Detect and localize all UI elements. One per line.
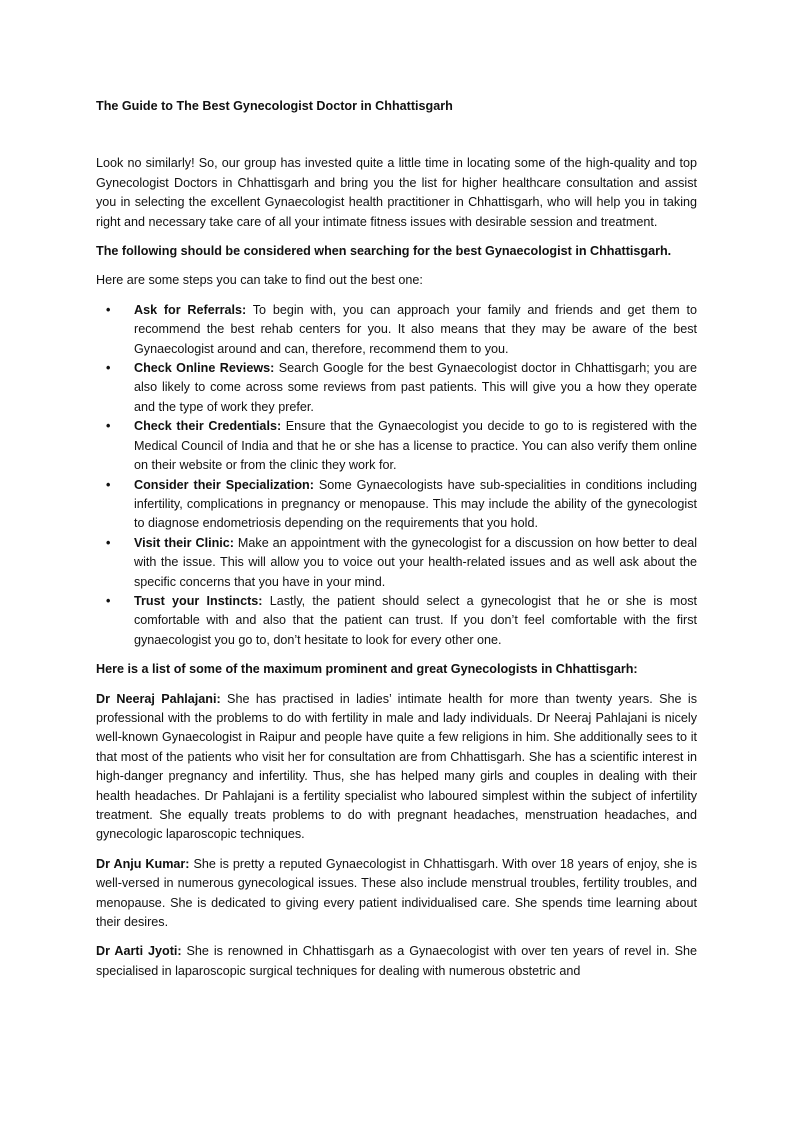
doctor-name: Dr Anju Kumar: (96, 856, 190, 871)
list-item-term: Visit their Clinic: (134, 535, 234, 550)
steps-intro: Here are some steps you can take to find out the best one: (96, 273, 423, 288)
doctor-paragraph (96, 855, 697, 933)
doctor-description: She has practised in ladies’ intimate health for more than twenty years. She is professional with the problems to do with fertility in male and lady individuals. Dr Neeraj Pahlajani is nicely well-known Gynaecologist in Raipur and people have quite a few religions in him. She additionally sees to it that most of the patients who visit her for consultation are from Chhattisgarh. She has a scientific interest in high-danger pregnancy and infertility. Thus, she has helped many girls and couples in dealing with their health headaches. Dr Pahlajani is a fertility specialist who laboured simplest within the subject of infertility treatment. She equally treats problems to do with pregnant headaches, menstruation headaches, and gynecologic laparoscopic techniques. (96, 691, 697, 842)
intro-paragraph: Look no similarly! So, our group has invested quite a little time in locating some of the high-quality and top Gynecologist Doctors in Chhattisgarh and bring you the list for higher healthcare consultation and assist you in selecting the excellent Gynaecologist health practitioner in Chhattisgarh, who will help you in taking right and necessary take care of all your intimate fitness issues with desirable session and treatment. (96, 156, 697, 229)
document-page (96, 97, 697, 981)
list-item-term: Check Online Reviews: (134, 361, 275, 376)
doctor-description: She is pretty a reputed Gynaecologist in Chhattisgarh. With over 18 years of enjoy, she is well-versed in numerous gynecological issues. These also include menstrual troubles, fertility troubles, and menopause. She is dedicated to giving every patient individualised care. She spends time learning about their desires. (96, 856, 697, 930)
list-item (106, 534, 697, 592)
list-item-term: Consider their Specialization: (134, 477, 314, 492)
bullet-icon: • (106, 302, 111, 317)
bullet-icon: • (106, 361, 111, 376)
list-item (106, 359, 697, 417)
doctor-description: She is renowned in Chhattisgarh as a Gynaecologist with over ten years of revel in. She specialised in laparoscopic surgical techniques for dealing with numerous obstetric and (96, 944, 697, 978)
list-item-text: Search Google for the best Gynaecologist doctor in Chhattisgarh; you are also likely to come across some reviews from past patients. This will give you a how they operate and the type of work they prefer. (134, 361, 697, 414)
list-item-text: Some Gynaecologists have sub-specialities in conditions including infertility, complications in pregnancy or menopause. This may include the ability of the gynecologist to diagnose endometriosis depending on the requirements that you hold. (134, 477, 698, 531)
doctor-name: Dr Neeraj Pahlajani: (96, 691, 221, 706)
list-item-text: To begin with, you can approach your family and friends and get them to recommend the best rehab centers for you. It also means that they may be aware of the best Gynaecologist around and can, therefore, recommend them to you. (134, 302, 697, 356)
doctor-name: Dr Aarti Jyoti: (96, 944, 182, 959)
list-item (106, 417, 697, 475)
list-item-term: Trust your Instincts: (134, 593, 263, 608)
bullet-icon: • (106, 535, 111, 550)
bullet-icon: • (106, 419, 111, 434)
list-item-text: Lastly, the patient should select a gynecologist that he or she is most comfortable with and also that the patient can trust. If you don’t feel comfortable with the first gynaecologist you go to, don’t hesitate to look for every other one. (134, 593, 697, 647)
list-item-term: Ask for Referrals: (134, 302, 247, 317)
list-item (106, 476, 698, 534)
doctor-paragraph (96, 942, 697, 981)
considerations-heading: The following should be considered when searching for the best Gynaecologist in Chhattisgarh. (96, 244, 672, 259)
list-item-term: Check their Credentials: (134, 419, 282, 434)
list-item-text: Make an appointment with the gynecologist for a discussion on how better to deal with the issue. This will allow you to voice out your health-related issues and as well ask about the specific concerns that you have in your mind. (134, 535, 697, 589)
list-item (106, 592, 697, 650)
bullet-icon: • (106, 593, 111, 608)
steps-list (96, 301, 697, 650)
doctors-list-heading: Here is a list of some of the maximum prominent and great Gynecologists in Chhattisgarh: (96, 662, 638, 677)
bullet-icon: • (106, 477, 111, 492)
doctor-paragraph (96, 690, 697, 845)
document-title: The Guide to The Best Gynecologist Doctor in Chhattisgarh (96, 99, 453, 113)
list-item (106, 301, 697, 359)
list-item-text: Ensure that the Gynaecologist you decide to go to is registered with the Medical Council of India and that he or she has a license to practice. You can also verify them online on their website or from the clinic they work for. (134, 419, 697, 473)
